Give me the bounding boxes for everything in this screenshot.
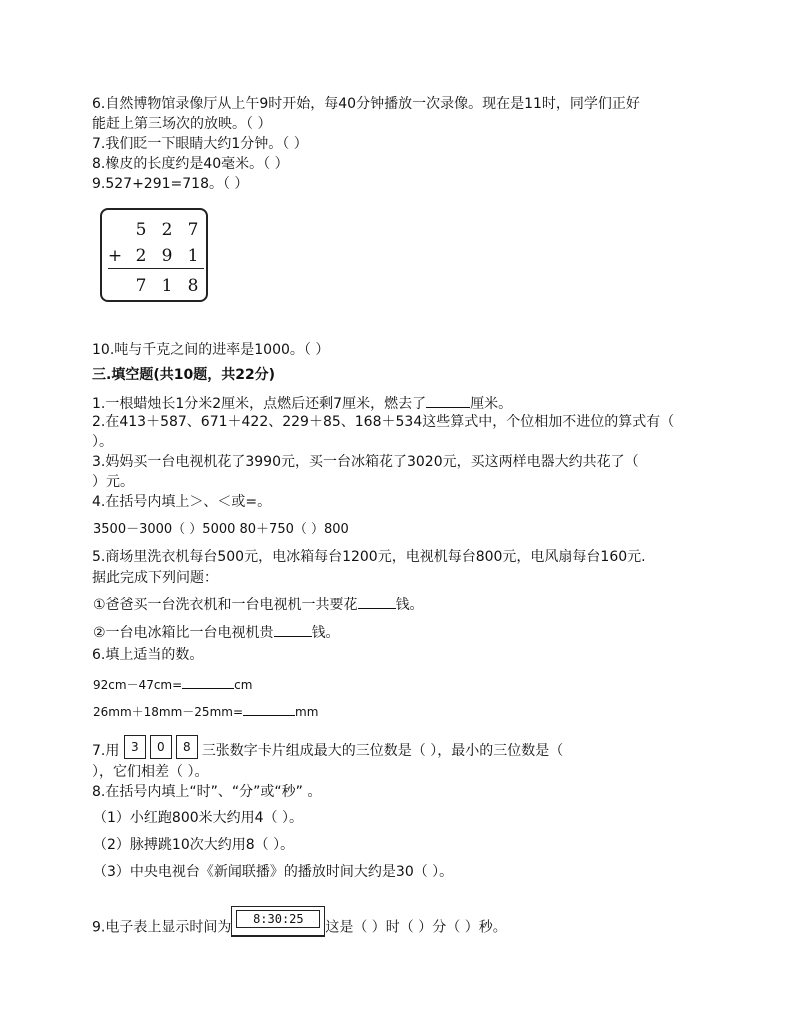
addend-row-1 <box>102 220 202 242</box>
section-heading-fill: 三.填空题(共10题，共22分) <box>92 367 276 383</box>
fill-q4: 4.在括号内填上＞、＜或=。 <box>92 494 272 510</box>
fill-q7-pre: 7.用 <box>92 743 120 759</box>
fill-q6: 6.填上适当的数。 <box>92 647 204 663</box>
fill-q5-sub1-text-b: 钱。 <box>395 597 424 613</box>
fill-q5-sub2-text-a: ②一台电冰箱比一台电视机贵 <box>93 625 274 641</box>
fill-q6-a <box>93 676 252 694</box>
judge-q6-line1: 6.自然博物馆录像厅从上午9时开始，每40分钟播放一次录像。现在是11时，同学们正好 <box>92 96 640 112</box>
fill-q7-post: 三张数字卡片组成最大的三位数是（ ），最小的三位数是（ <box>201 743 564 759</box>
addend1-digit-ones: 7 <box>187 220 199 240</box>
result-row <box>102 276 202 298</box>
fill-q8-sub2: （2）脉搏跳10次大约用8（ ）。 <box>93 837 295 853</box>
fill-q6-a-expr: 92cm－47cm= <box>93 678 183 692</box>
digit-card-0: 0 <box>150 735 172 759</box>
judge-q10: 10.吨与千克之间的进率是1000。（ ） <box>92 342 330 358</box>
fill-q9 <box>92 912 507 943</box>
fill-q6-a-blank[interactable] <box>182 676 234 689</box>
digital-clock-display <box>231 906 325 937</box>
fill-q6-b <box>93 703 318 721</box>
addend2-digit-hundreds: 2 <box>135 246 147 266</box>
fill-q7-line2: ），它们相差（ ）。 <box>92 764 209 780</box>
vertical-addition-box <box>100 208 208 302</box>
fill-q2-line2: ）。 <box>92 434 113 450</box>
fill-q5-sub1-text-a: ①爸爸买一台洗衣机和一台电视机一共要花 <box>93 597 358 613</box>
fill-q1-blank[interactable] <box>426 393 470 408</box>
fill-q9-pre: 9.电子表上显示时间为 <box>92 919 232 936</box>
fill-q8-sub3: （3）中央电视台《新闻联播》的播放时间大约是30（ ）。 <box>93 864 454 880</box>
addend2-digit-ones: 1 <box>187 246 199 266</box>
addend1-digit-tens: 2 <box>161 220 173 240</box>
fill-q9-post: 这是（ ）时（ ）分（ ）秒。 <box>325 919 507 936</box>
judge-q6-line2: 能赶上第三场次的放映。（ ） <box>92 116 272 132</box>
fill-q5-sub2-text-b: 钱。 <box>311 625 340 641</box>
result-digit-tens: 1 <box>161 276 173 296</box>
fill-q8: 8.在括号内填上“时”、“分”或“秒” 。 <box>92 784 322 800</box>
fill-q6-b-expr: 26mm＋18mm－25mm= <box>93 705 244 719</box>
result-digit-hundreds: 7 <box>135 276 147 296</box>
judge-q7: 7.我们眨一下眼睛大约1分钟。（ ） <box>92 136 308 152</box>
fill-q5-sub1 <box>93 594 424 614</box>
fill-q2-line1: 2.在413＋587、671＋422、229＋85、168＋534这些算式中，个位相加不进位的算式有（ <box>92 414 675 430</box>
fill-q8-sub1: （1）小红跑800米大约用4（ ）。 <box>93 810 303 826</box>
addend1-digit-hundreds: 5 <box>135 220 147 240</box>
fill-q5-line1: 5.商场里洗衣机每台500元，电冰箱每台1200元，电视机每台800元，电风扇每台160元. <box>92 549 646 565</box>
fill-q7-line1 <box>92 739 563 763</box>
judge-q9: 9.527+291=718。（ ） <box>92 176 249 192</box>
digit-card-3: 3 <box>124 735 146 759</box>
digit-card-8: 8 <box>176 735 198 759</box>
digital-clock-time: 8:30:25 <box>236 910 320 928</box>
fill-q3-line2: ）元。 <box>92 474 134 490</box>
fill-q6-a-unit: cm <box>234 678 253 692</box>
addend-row-2 <box>102 246 202 268</box>
plus-sign: + <box>107 246 123 266</box>
judge-q8: 8.橡皮的长度约是40毫米。（ ） <box>92 156 289 172</box>
fill-q1-text-a: 1.一根蜡烛长1分米2厘米，点燃后还剩7厘米，燃去了 <box>92 396 427 412</box>
fill-q6-b-blank[interactable] <box>243 703 295 716</box>
fill-q5-sub2 <box>93 622 340 642</box>
fill-q6-b-unit: mm <box>295 705 319 719</box>
addend2-digit-tens: 9 <box>161 246 173 266</box>
fill-q1 <box>92 393 512 413</box>
fill-q5-sub1-blank[interactable] <box>358 594 396 609</box>
fill-q4-items: 3500－3000（ ）5000 80＋750（ ）800 <box>93 522 349 537</box>
fill-q5-sub2-blank[interactable] <box>274 622 312 637</box>
fill-q1-text-b: 厘米。 <box>470 396 513 412</box>
sum-line <box>108 268 204 269</box>
fill-q3-line1: 3.妈妈买一台电视机花了3990元，买一台冰箱花了3020元，买这两样电器大约共花了（ <box>92 454 639 470</box>
fill-q5-line2: 据此完成下列问题： <box>92 570 218 586</box>
result-digit-ones: 8 <box>187 276 199 296</box>
